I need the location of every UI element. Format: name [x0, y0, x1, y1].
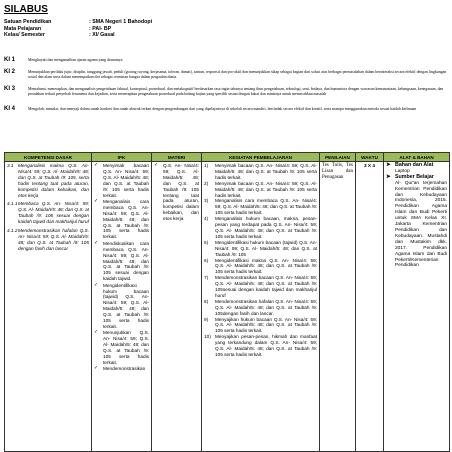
kegiatan-text: Menganalisis cara membaca Q.S. An- Nisa/4: 59; Q.S. Al- Maidah/5: 48; dan Q.S. at Taubah /9: 105 serta hadis terkait.: [215, 198, 317, 216]
table-header-row: [5, 153, 450, 162]
meta-row-kelas: [4, 32, 152, 39]
ipk-item: ✓ Mendiskusikan cara membaca Q.S. An- Nisa/4: 59; Q.S. Al- Maidah/5: 48; dan Q.S. at Taubah /9: 105 sesuai dengan kaidah tajwid.: [94, 241, 149, 282]
ki-3: [4, 87, 449, 96]
kd-number: 4.1.1: [7, 201, 18, 207]
kegiatan-number: 9): [204, 316, 209, 322]
ki-1: [4, 58, 449, 63]
ki-code: KI 1: [4, 57, 16, 63]
sumber-text: Al- Qur'an terjemahan Kementrian Pendidikan dan Kebudayaan Indonesia, 2015. Pendidikan Agama Islam dan Budi Pekerti untuk SMA Kelas XI. Jakarta Kementrian Pendidikan dan Kebudayaan. Mustahdi dan Mustakim dkk. 2017. Pendidikan Agama Islam dan Budi Pekerti/Kementerian Pendidikan: [395, 180, 447, 269]
alat-heading: [386, 163, 447, 169]
kd-text: Mendemonstrasikan hafalan Q.S. An- Nisa/4: 59; Q.S. Al- Maidah/5: 48; dan Q.S. at Taubah /9: 105 dengan fasih dan lancar: [18, 228, 89, 251]
cell-penilaian: Tes Tulis, Tes Lisan dan Penugasan: [320, 162, 356, 452]
kegiatan-text: Mengidentifikasi makna Q.S. An- Nisa/4: 59; Q.S. Al- Maidah/5: 48; dan Q.S. at Taubah /9: 105 serta hadis terkait.: [215, 257, 317, 275]
header-penilaian: PENILAIAN: [320, 153, 356, 162]
syllabus-table: [4, 152, 450, 452]
kegiatan-item: [204, 163, 317, 181]
cell-materi: [152, 162, 202, 452]
meta-value: : XI/ Gasal: [89, 32, 115, 39]
ipk-item: ✓ Mengidentifikasi hukum bacaan (tajwid) Q.S. An- Nisa/4: 59; Q.S. Al- Maidah/5: 48; dan Q.S. at Taubah /9: 105 serta hadis terkait.: [94, 283, 149, 330]
header-waktu: WAKTU: [356, 153, 384, 162]
cell-alat-bahan: [384, 162, 450, 452]
ipk-item: ✓ Mendemonstrasikan: [94, 366, 149, 372]
kd-text: Menganalisis makna Q.S. An- Nisa/4: 59; Q.S. Al- Maidah/5: 48; dan Q.S. at Taubah /9: 105, serta hadis tentang taat pada aturan, kompetisi dalam kebaikan, dan etos kerja: [18, 163, 89, 198]
kd-number: 4.1.2: [7, 228, 18, 234]
kd-item: [7, 201, 89, 225]
kegiatan-item: [204, 181, 317, 199]
kegiatan-text: Menganalisis hukum bacaan, makna, pesan- pesan yang terdapat pada Q.S. An- Nisa/4: 59; Q.S. Al- Maidah/5: 48; dan Q.S. at Taubah /9: 105 serta hadis terkait.: [215, 216, 317, 239]
meta-row-satuan: [4, 19, 152, 26]
meta-label: Satuan Pendidikan: [4, 19, 52, 25]
kd-number: 3.1: [7, 163, 14, 168]
ipk-item: ✓ Menyimak bacaan Q.S. An- Nisa/4: 59; Q.S. Al- Maidah/5: 48; dan Q.S. at Taubah /9: 105 serta hadis terkait.: [94, 163, 149, 198]
kegiatan-text: Menyimak bacaan Q.S. An- Nisa/4: 59; Q.S. Al- Maidah/5: 48; dan Q.S. at Taubah /9: 105 serta hadis terkait.: [215, 180, 317, 198]
ki-4: [4, 107, 449, 112]
kegiatan-text: Mendemonstrasikan bacaan Q.S. An- Nisa/4: 59; Q.S. Al- Maidah/5: 48; dan Q.S. at Taubah /9: 105sesuai dengan kaidah tajwid dan makharijul huruf: [215, 275, 317, 298]
ki-text: Memahami, menerapkan, dan menganalisis pengetahuan faktual, konseptual, prosedural, dan metakognitif berdasarkan rasa ingin tahunya tentang ilmu pengetahuan, teknologi, seni, budaya, dan humaniora dengan wawasan kemanusiaan, kebangsaan, kenegaraan, dan peradaban terkait penyebab fenomena dan kejadian, serta menerapkan pengetahuan prosedural pada bidang kajian yang spesifik sesuai dengan bakat dan minatnya untuk memecahkan masalah: [28, 87, 444, 96]
ki-2: [4, 70, 449, 79]
kegiatan-number: 3): [204, 198, 209, 204]
arrow-right-icon: ➤: [386, 173, 391, 180]
ki-code: KI 4: [4, 106, 16, 112]
sumber-heading: [386, 175, 447, 181]
kegiatan-number: 5): [204, 239, 209, 245]
kegiatan-item: [204, 299, 317, 317]
alat-item: Laptop: [395, 168, 410, 174]
kd-item: [7, 163, 89, 198]
kegiatan-text: Mendemonstrasikan hafalan Q.S. An- Nisa/4: 59; Q.S. Al- Maidah/5: 48; dan Q.S. at Taubah /9: 105dengan fasih dan lancar.: [215, 298, 317, 316]
meta-label: Mata Pelajaran: [4, 25, 42, 32]
ipk-item: ✓ Menunjukkan Q.S. An- Nisa/4: 59; Q.S. Al- Maidah/5: 48; dan Q.S. at Taubah /9: 105 serta hadis terkait.: [94, 330, 149, 365]
kegiatan-text: Mengidentifikasi hukum bacaan (tajwid) Q.S. An- Nisa/4: 59; Q.S. Al- Maidah/5: 48; dan Q.S. at Taubah /9: 105: [215, 239, 317, 257]
kegiatan-number: 1): [204, 163, 209, 168]
table-row: [5, 162, 450, 452]
arrow-right-icon: ➤: [386, 162, 391, 168]
kegiatan-item: [204, 258, 317, 276]
sumber-label: Sumber Belajar: [395, 173, 434, 180]
kegiatan-item: [204, 240, 317, 258]
kegiatan-item: [204, 317, 317, 335]
meta-value: : PAI- BP: [89, 25, 112, 32]
header-kegiatan: KEGIATAN PEMBELAJARAN: [202, 153, 320, 162]
page-title: SILABUS: [4, 4, 48, 15]
kegiatan-text: Menyimak bacaan Q.S. An- Nisa/4: 59; Q.S. Al- Maidah/5: 48; dan Q.S. at Taubah /9: 105 serta hadis terkait.: [215, 163, 317, 180]
kegiatan-text: Menyajikan pesan-pesan, hikmah dan manfaat yang terkandung dalam Q.S. An- Nisa/4: 59; Q.S. Al- Maidah/5: 48; dan Q.S. at Taubah /9: 105 serta hadis terkait.: [215, 334, 317, 357]
meta-label: Kelas/ Semester: [4, 32, 45, 39]
ki-text: Menunjukkan perilaku jujur, disiplin, tanggung jawab, peduli (gotong royong, kerjasama, toleran, damai), santun, responsif dan pro-aktif dan menunjukkan sikap sebagai bagian dari solusi atas berbagai permasalahan dalam berinteraksi secara efektif dengan lingkungan sosial dan alam serta dalam menempatkan diri sebagai cerminan bangsa dalam pergaulan dunia.: [28, 70, 447, 79]
ki-code: KI 2: [4, 69, 16, 75]
ki-text: Menghayati dan mengamalkan ajaran agama yang dianutnya: [28, 58, 123, 62]
cell-kompetensi-dasar: [5, 162, 92, 452]
kd-text: Membaca Q.S. An- Nisa/4: 59; Q.S. Al- Maidah/5: 48; dan Q.S. at Taubah /9: 105 sesuai dengan kaidah tajwid dan makharijul huruf: [18, 201, 89, 225]
header-alat-bahan: ALAT & BAHAN: [384, 153, 450, 162]
kegiatan-item: [204, 334, 317, 358]
kegiatan-number: 6): [204, 257, 209, 263]
cell-ipk: [92, 162, 152, 452]
kegiatan-number: 10): [204, 334, 211, 340]
kegiatan-number: 7): [204, 275, 209, 281]
kegiatan-item: [204, 275, 317, 299]
document-meta: [4, 19, 152, 39]
kegiatan-text: Menyajikan hukum bacaan Q.S. An- Nisa/4: 59; Q.S. Al- Maidah/5: 48; dan Q.S. at Taubah /9: 105 serta hadis terkait.: [215, 316, 317, 334]
kegiatan-number: 4): [204, 216, 209, 222]
kegiatan-item: [204, 216, 317, 240]
meta-row-mapel: [4, 26, 152, 33]
kd-item: [7, 228, 89, 252]
materi-item: ✓ Q.S. An- Nisa/4: 59; Q.S. Al- Maidah/5: 48; dan Q.S. at Taubah /9: 105 tentang taat pada aturan, kompetisi dalam kebaikan, dan etos kerja: [154, 163, 199, 222]
meta-value: : SMA Negeri 1 Bahodopi: [89, 19, 153, 25]
cell-kegiatan: [202, 162, 320, 452]
cell-waktu: 3 X 4: [356, 162, 384, 452]
ipk-item: ✓ Menganalisis cara membaca Q.S. An- Nisa/4: 59; Q.S. Al- Maidah/5: 48; dan Q.S. at Taubah /9: 105 serta hadis terkait.: [94, 199, 149, 240]
kegiatan-number: 8): [204, 298, 209, 304]
ki-code: KI 3: [4, 86, 16, 92]
kegiatan-item: [204, 198, 317, 216]
ki-text: Mengolah, menalar, dan menyaji dalam ranah konkret dan ranah abstrak terkait dengan pengembangan dari yang dipelajarinya di sekolah secara mandiri, bertindak secara efektif dan kreatif, serta mampu menggunakan metoda sesuai kaidah keilmuan: [28, 107, 417, 111]
alat-label: Bahan dan Alat: [395, 162, 434, 168]
header-ipk: IPK: [92, 153, 152, 162]
header-materi: MATERI: [152, 153, 202, 162]
header-kompetensi-dasar: KOMPETENSI DASAR: [5, 153, 92, 162]
kegiatan-number: 2): [204, 180, 209, 186]
